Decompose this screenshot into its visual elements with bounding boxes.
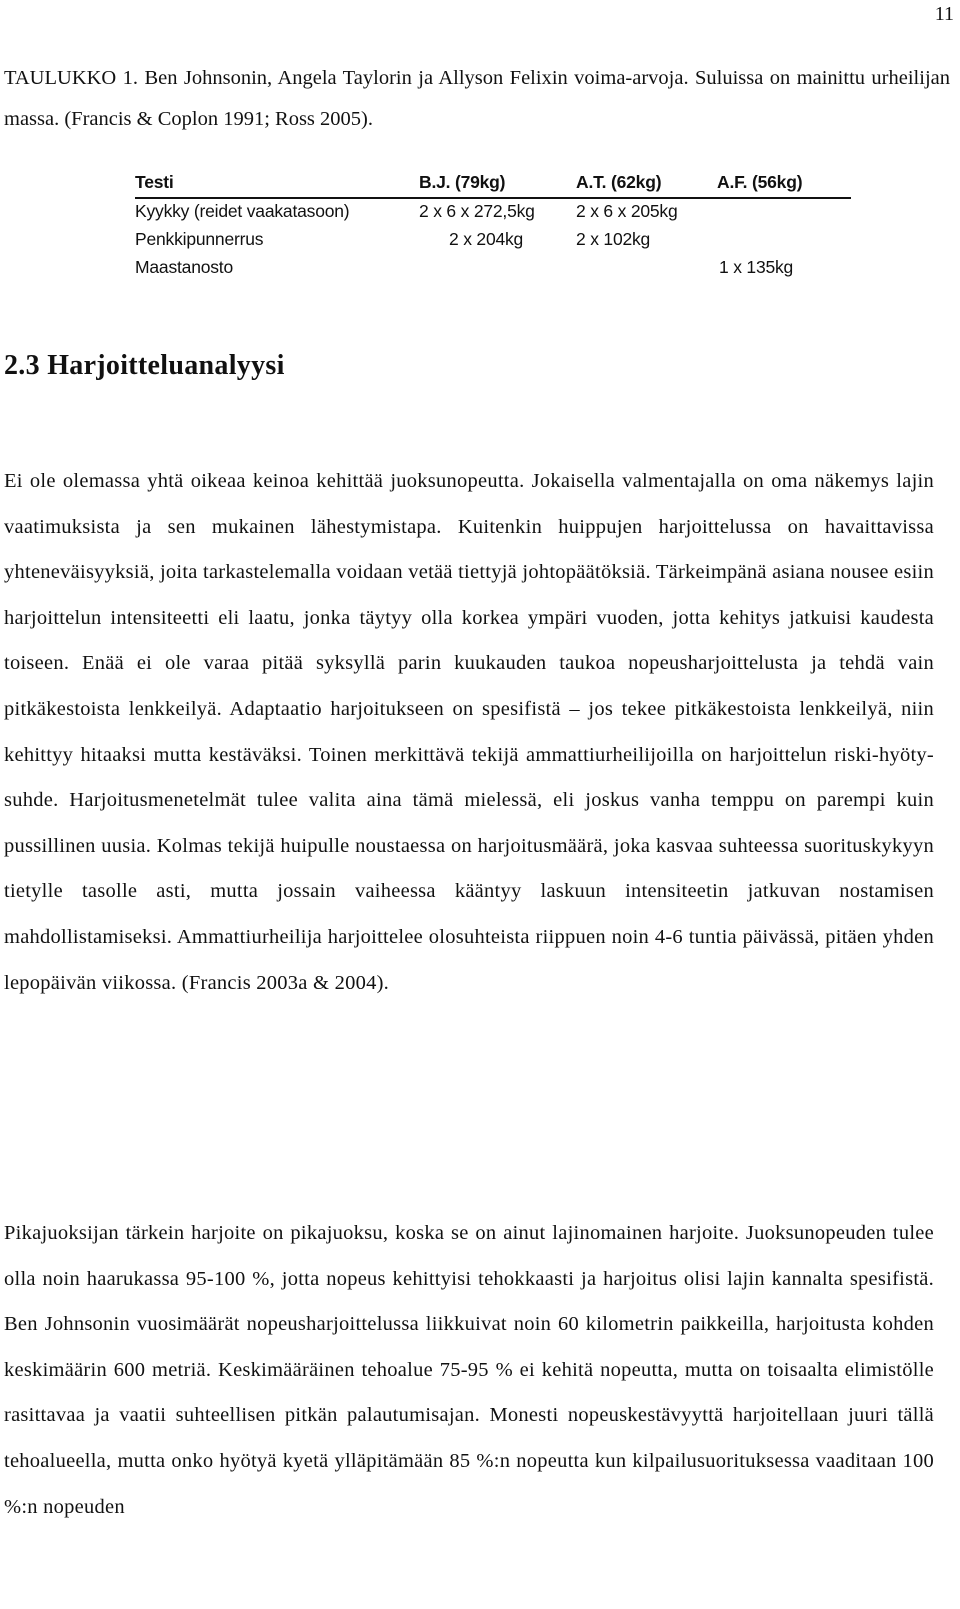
table-row [135, 201, 851, 229]
cell-test: Kyykky (reidet vaakatasoon) [135, 201, 350, 221]
cell-at: 2 x 6 x 205kg [576, 201, 678, 221]
table-row [135, 257, 851, 285]
cell-bj: 2 x 6 x 272,5kg [419, 201, 535, 221]
header-at: A.T. (62kg) [576, 172, 662, 192]
header-bj: B.J. (79kg) [419, 172, 506, 192]
strength-table [135, 172, 851, 285]
cell-test: Maastanosto [135, 257, 233, 277]
cell-at: 2 x 102kg [576, 229, 651, 249]
body-paragraph: Pikajuoksijan tärkein harjoite on pikajuoksu, koska se on ainut lajinomainen harjoite. Juoksunopeuden tulee olla noin haarukassa 95-100 %, jotta nopeus kehittyisi tehokkaasti ja harjoitus olisi lajin kannalta spesifistä. Ben Johnsonin vuosimäärät nopeusharjoittelussa liikkuivat noin 60 kilometrin paikkeilla, harjoitusta kohden keskimäärin 600 metriä. Keskimääräinen tehoalue 75-95 % ei kehitä nopeutta, mutta on toisaalta elimistölle rasittavaa ja vaatii suhteellisen pitkän palautumisajan. Monesti nopeuskestävyyttä harjoitellaan juuri tällä tehoalueella, mutta onko hyötyä kyetä ylläpitämään 85 %:n nopeutta kun kilpailusuorituksessa vaaditaan 100 %:n nopeuden [4, 1222, 934, 1518]
section-heading: 2.3 Harjoitteluanalyysi [4, 350, 285, 381]
cell-test: Penkkipunnerrus [135, 229, 264, 249]
header-test: Testi [135, 172, 174, 192]
cell-bj: 2 x 204kg [449, 229, 524, 249]
body-paragraph: Ei ole olemassa yhtä oikeaa keinoa kehittää juoksunopeutta. Jokaisella valmentajalla on oma näkemys lajin vaatimuksista ja sen mukainen lähestymistapa. Kuitenkin huippujen harjoittelussa on havaittavissa yhteneväisyyksiä, joita tarkastelemalla voidaan vetää tiettyjä johtopäätöksiä. Tärkeimpänä asiana nousee esiin harjoittelun intensiteetti eli laatu, jonka täytyy olla korkea ympäri vuoden, jotta kehitys jatkuisi kaudesta toiseen. Enää ei ole varaa pitää syksyllä parin kuukauden taukoa nopeusharjoittelusta ja tehdä vain pitkäkestoista lenkkeilyä. Adaptaatio harjoitukseen on spesifistä – jos tekee pitkäkestoista lenkkeilyä, niin kehittyy hitaaksi mutta kestäväksi. Toinen merkittävä tekijä ammattiurheilijoilla on harjoittelun riski-hyöty-suhde. Harjoitusmenetelmät tulee valita aina tämä mielessä, eli joskus vanha temppu on parempi kuin pussillinen uusia. Kolmas tekijä huipulle noustaessa on harjoitusmäärä, joka kasvaa suhteessa suorituskykyyn tietylle tasolle asti, mutta jossain vaiheessa kääntyy laskuun intensiteetin jatkuvan nostamisen mahdollistamiseksi. Ammattiurheilija harjoittelee olosuhteista riippuen noin 4-6 tuntia päivässä, pitäen yhden lepopäivän viikossa. (Francis 2003a & 2004). [4, 470, 934, 994]
table-header-row [135, 172, 851, 199]
table-caption: TAULUKKO 1. Ben Johnsonin, Angela Taylorin ja Allyson Felixin voima-arvoja. Suluissa on mainittu urheilijan massa. (Francis & Coplon 1991; Ross 2005). [4, 67, 950, 130]
header-af: A.F. (56kg) [717, 172, 803, 192]
page-number: 11 [934, 3, 954, 25]
cell-af: 1 x 135kg [719, 257, 794, 277]
table-row [135, 229, 851, 257]
